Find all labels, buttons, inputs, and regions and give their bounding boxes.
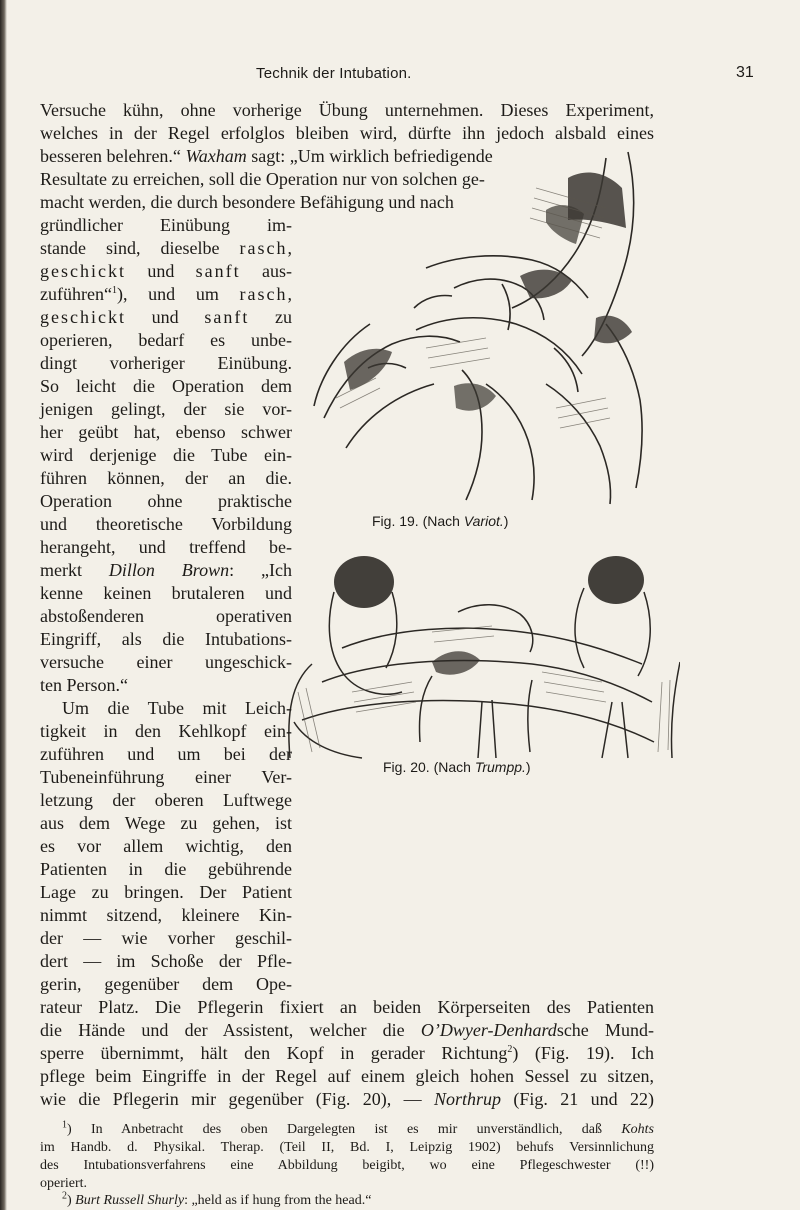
text-line: [40, 720, 292, 743]
footnote-mark: 2: [62, 1190, 67, 1202]
figure-20-illustration: [282, 552, 680, 760]
text-span: aus dem Wege zu gehen, ist: [40, 813, 292, 833]
footnote-line: [40, 1157, 654, 1175]
text-span: Operation ohne praktische: [40, 491, 292, 511]
text-span: nimmt sitzend, kleinere Kin-: [40, 905, 292, 925]
text-line: [40, 536, 292, 559]
text-line: [40, 812, 292, 835]
text-line: [40, 881, 292, 904]
text-line: [40, 559, 292, 582]
text-span: Um die Tube mit Leich-: [62, 698, 292, 718]
text-span: zuführen und um bei der: [40, 744, 292, 764]
footnote-line: [40, 1121, 654, 1139]
text-span: sagt: „Um wirklich befriedigende: [246, 146, 493, 166]
text-line: [40, 122, 654, 145]
text-line: [40, 260, 292, 283]
text-span: So leicht die Operation dem: [40, 376, 292, 396]
text-span: und: [125, 261, 196, 281]
text-line: [40, 145, 493, 168]
figure-20-caption-suffix: ): [525, 759, 531, 775]
text-line: [40, 674, 128, 697]
text-span: tigkeit in den Kehlkopf ein-: [40, 721, 292, 741]
figure-19-caption-prefix: Fig. 19. (Nach: [372, 513, 464, 529]
text-span: (Fig. 21 und 22): [500, 1089, 654, 1109]
text-line: [40, 398, 292, 421]
page-number: 31: [736, 64, 754, 81]
text-line: [40, 1019, 654, 1042]
text-line: [40, 329, 292, 352]
spaced-word: rasch: [239, 238, 288, 258]
footnote-ref: 1: [111, 285, 117, 296]
text-line: [40, 835, 292, 858]
text-span: sche Mund-: [556, 1020, 654, 1040]
text-span: Tubeneinführung einer Ver-: [40, 767, 292, 787]
text-line: [40, 927, 292, 950]
text-span: : „held as if hung from the head.“: [184, 1193, 372, 1208]
text-span: versuche einer ungeschick-: [40, 652, 292, 672]
footnote-line: [40, 1192, 371, 1210]
text-line: [40, 1065, 654, 1088]
text-span: ,: [287, 284, 292, 304]
figure-20-caption-source: Trumpp.: [474, 759, 526, 775]
figure-20-caption: [383, 759, 531, 775]
author-name: Northrup: [433, 1089, 501, 1109]
author-name: Kohts: [621, 1122, 654, 1137]
text-span: führen können, der an die.: [40, 468, 292, 488]
text-span: : „Ich: [229, 560, 292, 580]
text-span: jenigen gelingt, der sie vor-: [40, 399, 292, 419]
text-span: herangeht, und treffend be-: [40, 537, 292, 557]
text-span: zu: [249, 307, 292, 327]
text-span: rateur Platz. Die Pflegerin fixiert an beiden Körperseiten des Patienten: [40, 997, 654, 1017]
text-line: [40, 973, 292, 996]
text-line: [40, 513, 292, 536]
spaced-word: geschickt: [40, 261, 126, 281]
author-name: Burt Russell Shurly: [75, 1193, 185, 1208]
text-span: ) In Anbetracht des oben Dargelegten ist es mir unverständlich, daß: [67, 1122, 622, 1137]
text-span: operiert.: [40, 1176, 88, 1191]
text-span: gründlicher Einübung im-: [40, 215, 292, 235]
text-line: [40, 283, 292, 306]
text-span: Lage zu bringen. Der Patient: [40, 882, 292, 902]
text-span: stande sind, dieselbe: [40, 238, 240, 258]
text-span: ), und um: [116, 284, 240, 304]
text-span: kenne keinen brutaleren und: [40, 583, 292, 603]
text-line: [40, 168, 485, 191]
text-line: [40, 214, 292, 237]
text-span: her geübt hat, ebenso schwer: [40, 422, 292, 442]
figure-19-caption: [372, 513, 508, 529]
text-span: letzung der oberen Luftwege: [40, 790, 292, 810]
text-line: [40, 421, 292, 444]
text-line: [40, 191, 454, 214]
text-span: ) (Fig. 19). Ich: [512, 1043, 654, 1063]
text-line: [40, 582, 292, 605]
text-span: aus-: [240, 261, 292, 281]
text-line: [40, 858, 292, 881]
text-line: [40, 904, 292, 927]
text-span: Versuche kühn, ohne vorherige Übung unternehmen. Dieses Experiment,: [40, 100, 654, 120]
text-line: [40, 306, 292, 329]
text-line: [40, 375, 292, 398]
text-line: [40, 743, 292, 766]
text-span: des Intubationsverfahrens eine Abbildung beigibt, wo eine Pflegeschwester (!!): [40, 1158, 654, 1173]
text-span: operieren, bedarf es unbe-: [40, 330, 292, 350]
text-span: der — wie vorher geschil-: [40, 928, 292, 948]
figure-19-caption-source: Variot.: [463, 513, 504, 529]
text-span: und theoretische Vorbildung: [40, 514, 292, 534]
text-span: dert — im Schoße der Pfle-: [40, 951, 292, 971]
text-span: zuführen“: [40, 284, 112, 304]
text-span: besseren belehren.“: [40, 146, 186, 166]
text-line: [40, 766, 292, 789]
footnote-line: [40, 1139, 654, 1157]
figure-19-caption-suffix: ): [503, 513, 509, 529]
text-line: [40, 490, 292, 513]
text-line: [40, 628, 292, 651]
text-span: ten Person.“: [40, 675, 128, 695]
text-span: welches in der Regel erfolglos bleiben wird, dürfte ihn jedoch alsbald eines: [40, 123, 654, 143]
text-span: merkt: [40, 560, 109, 580]
spaced-word: rasch: [239, 284, 288, 304]
text-span: die Hände und der Assistent, welcher die: [40, 1020, 421, 1040]
text-span: im Handb. d. Physikal. Therap. (Teil II, Bd. I, Leipzig 1902) behufs Versinnlichung: [40, 1140, 654, 1155]
text-span: wird derjenige die Tube ein-: [40, 445, 292, 465]
text-span: Resultate zu erreichen, soll die Operation nur von solchen ge-: [40, 169, 485, 189]
figure-20-caption-prefix: Fig. 20. (Nach: [383, 759, 475, 775]
text-line: [40, 352, 292, 375]
footnote-mark: 1: [62, 1119, 67, 1131]
text-span: dingt vorheriger Einübung.: [40, 353, 292, 373]
text-line: [40, 950, 292, 973]
text-span: und: [125, 307, 205, 327]
text-line: [40, 651, 292, 674]
text-line: [40, 237, 292, 260]
text-span: Patienten in die gebührende: [40, 859, 292, 879]
text-line: [40, 444, 292, 467]
spaced-word: sanft: [204, 307, 250, 327]
text-span: macht werden, die durch besondere Befähigung und nach: [40, 192, 454, 212]
spaced-word: geschickt: [40, 307, 126, 327]
text-line: [40, 697, 292, 720]
text-span: gerin, gegenüber dem Ope-: [40, 974, 292, 994]
text-span: abstoßenderen operativen: [40, 606, 292, 626]
text-line: [40, 605, 292, 628]
text-span: es vor allem wichtig, den: [40, 836, 292, 856]
text-span: ): [67, 1193, 76, 1208]
author-name: O’Dwyer-Denhard: [420, 1020, 557, 1040]
text-span: sperre übernimmt, hält den Kopf in gerader Richtung: [40, 1043, 508, 1063]
text-line: [40, 467, 292, 490]
text-span: pflege beim Eingriffe in der Regel auf einem gleich hohen Sessel zu sitzen,: [40, 1066, 654, 1086]
text-span: wie die Pflegerin mir gegenüber (Fig. 20), —: [40, 1089, 434, 1109]
text-line: [40, 99, 654, 122]
footnote-ref: 2: [507, 1044, 513, 1055]
text-span: ,: [287, 238, 292, 258]
text-span: Eingriff, als die Intubations-: [40, 629, 292, 649]
text-line: [40, 1042, 654, 1065]
author-name: Waxham: [185, 146, 247, 166]
text-line: [40, 789, 292, 812]
text-line: [40, 1088, 654, 1111]
text-line: [40, 996, 654, 1019]
running-title: Technik der Intubation.: [256, 65, 412, 82]
spaced-word: sanft: [195, 261, 241, 281]
page-binding-edge: [0, 0, 7, 1210]
author-name: Dillon Brown: [108, 560, 230, 580]
